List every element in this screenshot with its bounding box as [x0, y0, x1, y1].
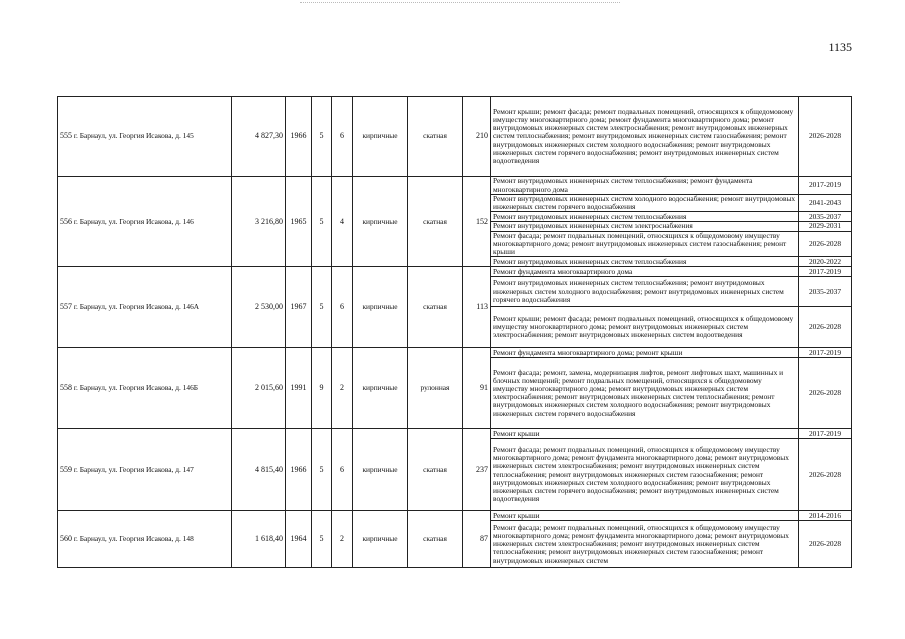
address-cell	[58, 267, 232, 348]
floors-cell: 5	[312, 429, 332, 511]
roof-type-cell: скатная	[408, 429, 463, 511]
year-built-cell: 1964	[286, 511, 312, 568]
table-row	[58, 97, 852, 177]
residents-cell: 87	[463, 511, 491, 568]
work-description-cell: Ремонт внутридомовых инженерных систем теплоснабжения; ремонт фундамента многоквартирного дома	[491, 177, 799, 195]
floors-cell: 5	[312, 267, 332, 348]
residents-cell: 152	[463, 177, 491, 267]
work-period-cell: 2041-2043	[799, 195, 852, 212]
entrances-cell: 6	[332, 267, 353, 348]
row-number: 557	[60, 302, 72, 312]
area-cell: 4 827,30	[232, 97, 286, 177]
work-period-cell: 2017-2019	[799, 177, 852, 195]
address-text: г. Барнаул, ул. Георгия Исакова, д. 145	[73, 131, 194, 141]
work-period-cell: 2014-2016	[799, 511, 852, 521]
address-text: г. Барнаул, ул. Георгия Исакова, д. 146А	[73, 302, 200, 312]
roof-type-cell: скатная	[408, 267, 463, 348]
table-row	[58, 177, 852, 195]
row-number: 555	[60, 131, 72, 141]
floors-cell: 9	[312, 348, 332, 429]
residents-cell: 210	[463, 97, 491, 177]
address-text: г. Барнаул, ул. Георгия Исакова, д. 147	[73, 464, 194, 474]
work-description-cell: Ремонт фасада; ремонт подвальных помещений, относящихся к общедомовому имуществу многоквартирного дома; ремонт фундамента многоквартирного дома; ремонт внутридомовых инженерных систем электроснабжения; ремонт внутридомовых инженерных систем теплоснабжения; ремонт внутридомовых инженерных систем газоснабжения; ремонт внутридомовых инженерных систем	[491, 521, 799, 568]
floors-cell: 5	[312, 97, 332, 177]
work-description-cell: Ремонт внутридомовых инженерных систем теплоснабжения; ремонт внутридомовых инженерных систем холодного водоснабжения; ремонт внутридомовых инженерных систем горячего водоснабжения	[491, 277, 799, 307]
address-cell	[58, 348, 232, 429]
roof-type-cell: скатная	[408, 177, 463, 267]
area-cell: 1 618,40	[232, 511, 286, 568]
roof-type-cell: рулонная	[408, 348, 463, 429]
housing-register-table	[57, 96, 852, 568]
work-description-cell: Ремонт крыши; ремонт фасада; ремонт подвальных помещений, относящихся к общедомовому имуществу многоквартирного дома; ремонт фундамента многоквартирного дома; ремонт внутридомовых инженерных систем электроснабжения; ремонт внутридомовых инженерных систем теплоснабжения; ремонт внутридомовых инженерных систем газоснабжения; ремонт внутридомовых инженерных систем холодного водоснабжения; ремонт внутридомовых инженерных систем горячего водоснабжения; ремонт внутридомовых инженерных систем водоотведения	[491, 97, 799, 177]
work-description-cell: Ремонт фасада; ремонт подвальных помещений, относящихся к общедомовому имуществу многоквартирного дома; ремонт фундамента многоквартирного дома; ремонт внутридомовых инженерных систем электроснабжения; ремонт внутридомовых инженерных систем теплоснабжения; ремонт внутридомовых инженерных систем газоснабжения; ремонт внутридомовых инженерных систем холодного водоснабжения; ремонт внутридомовых инженерных систем горячего водоснабжения; ремонт внутридомовых инженерных систем водоотведения	[491, 439, 799, 511]
area-cell: 2 530,00	[232, 267, 286, 348]
year-built-cell: 1966	[286, 97, 312, 177]
entrances-cell: 2	[332, 348, 353, 429]
floors-cell: 5	[312, 177, 332, 267]
entrances-cell: 6	[332, 97, 353, 177]
work-description-cell: Ремонт внутридомовых инженерных систем теплоснабжения	[491, 257, 799, 267]
entrances-cell: 2	[332, 511, 353, 568]
row-number: 559	[60, 464, 72, 474]
area-cell: 2 015,60	[232, 348, 286, 429]
scan-top-edge	[300, 2, 620, 3]
roof-type-cell: скатная	[408, 511, 463, 568]
work-period-cell: 2026-2028	[799, 439, 852, 511]
row-number: 556	[60, 216, 72, 226]
residents-cell: 237	[463, 429, 491, 511]
address-cell	[58, 429, 232, 511]
entrances-cell: 6	[332, 429, 353, 511]
year-built-cell: 1967	[286, 267, 312, 348]
work-period-cell: 2026-2028	[799, 231, 852, 257]
year-built-cell: 1991	[286, 348, 312, 429]
walls-material-cell: кирпичные	[353, 97, 408, 177]
walls-material-cell: кирпичные	[353, 177, 408, 267]
work-period-cell: 2026-2028	[799, 307, 852, 348]
residents-cell: 91	[463, 348, 491, 429]
address-text: г. Барнаул, ул. Георгия Исакова, д. 146Б	[73, 383, 199, 393]
table-row	[58, 348, 852, 358]
walls-material-cell: кирпичные	[353, 429, 408, 511]
address-cell	[58, 97, 232, 177]
walls-material-cell: кирпичные	[353, 267, 408, 348]
year-built-cell: 1966	[286, 429, 312, 511]
work-description-cell: Ремонт внутридомовых инженерных систем электроснабжения	[491, 222, 799, 231]
row-number: 560	[60, 534, 72, 544]
work-description-cell: Ремонт внутридомовых инженерных систем холодного водоснабжения; ремонт внутридомовых инженерных систем горячего водоснабжения	[491, 195, 799, 212]
work-description-cell: Ремонт фасада; ремонт подвальных помещений, относящихся к общедомовому имуществу многоквартирного дома; ремонт внутридомовых инженерных систем газоснабжения; ремонт крыши	[491, 231, 799, 257]
entrances-cell: 4	[332, 177, 353, 267]
work-period-cell: 2035-2037	[799, 277, 852, 307]
year-built-cell: 1965	[286, 177, 312, 267]
work-description-cell: Ремонт фасада; ремонт, замена, модернизация лифтов, ремонт лифтовых шахт, машинных и блочных помещений; ремонт подвальных помещений, относящихся к общедомовому имуществу многоквартирного дома; ремонт внутридомовых инженерных систем электроснабжения; ремонт внутридомовых инженерных систем теплоснабжения; ремонт внутридомовых инженерных систем холодного водоснабжения; ремонт внутридомовых инженерных систем горячего водоснабжения	[491, 358, 799, 429]
table-row	[58, 511, 852, 521]
work-period-cell: 2020-2022	[799, 257, 852, 267]
work-description-cell: Ремонт крыши	[491, 511, 799, 521]
floors-cell: 5	[312, 511, 332, 568]
work-description-cell: Ремонт фундамента многоквартирного дома; ремонт крыши	[491, 348, 799, 358]
area-cell: 4 815,40	[232, 429, 286, 511]
work-period-cell: 2026-2028	[799, 97, 852, 177]
address-cell	[58, 511, 232, 568]
address-text: г. Барнаул, ул. Георгия Исакова, д. 146	[73, 216, 194, 226]
walls-material-cell: кирпичные	[353, 511, 408, 568]
row-number: 558	[60, 383, 72, 393]
work-period-cell: 2017-2019	[799, 429, 852, 439]
address-text: г. Барнаул, ул. Георгия Исакова, д. 148	[73, 534, 194, 544]
page-number: 1135	[828, 40, 852, 54]
work-period-cell: 2026-2028	[799, 521, 852, 568]
table-row	[58, 429, 852, 439]
walls-material-cell: кирпичные	[353, 348, 408, 429]
roof-type-cell: скатная	[408, 97, 463, 177]
work-description-cell: Ремонт фундамента многоквартирного дома	[491, 267, 799, 277]
work-period-cell: 2035-2037	[799, 212, 852, 222]
work-description-cell: Ремонт крыши	[491, 429, 799, 439]
address-cell	[58, 177, 232, 267]
work-description-cell: Ремонт внутридомовых инженерных систем теплоснабжения	[491, 212, 799, 222]
table-row	[58, 267, 852, 277]
residents-cell: 113	[463, 267, 491, 348]
work-period-cell: 2026-2028	[799, 358, 852, 429]
work-period-cell: 2017-2019	[799, 267, 852, 277]
work-period-cell: 2017-2019	[799, 348, 852, 358]
work-period-cell: 2029-2031	[799, 222, 852, 231]
area-cell: 3 216,80	[232, 177, 286, 267]
work-description-cell: Ремонт крыши; ремонт фасада; ремонт подвальных помещений, относящихся к общедомовому имуществу многоквартирного дома; ремонт внутридомовых инженерных систем электроснабжения; ремонт внутридомовых инженерных систем водоотведения	[491, 307, 799, 348]
